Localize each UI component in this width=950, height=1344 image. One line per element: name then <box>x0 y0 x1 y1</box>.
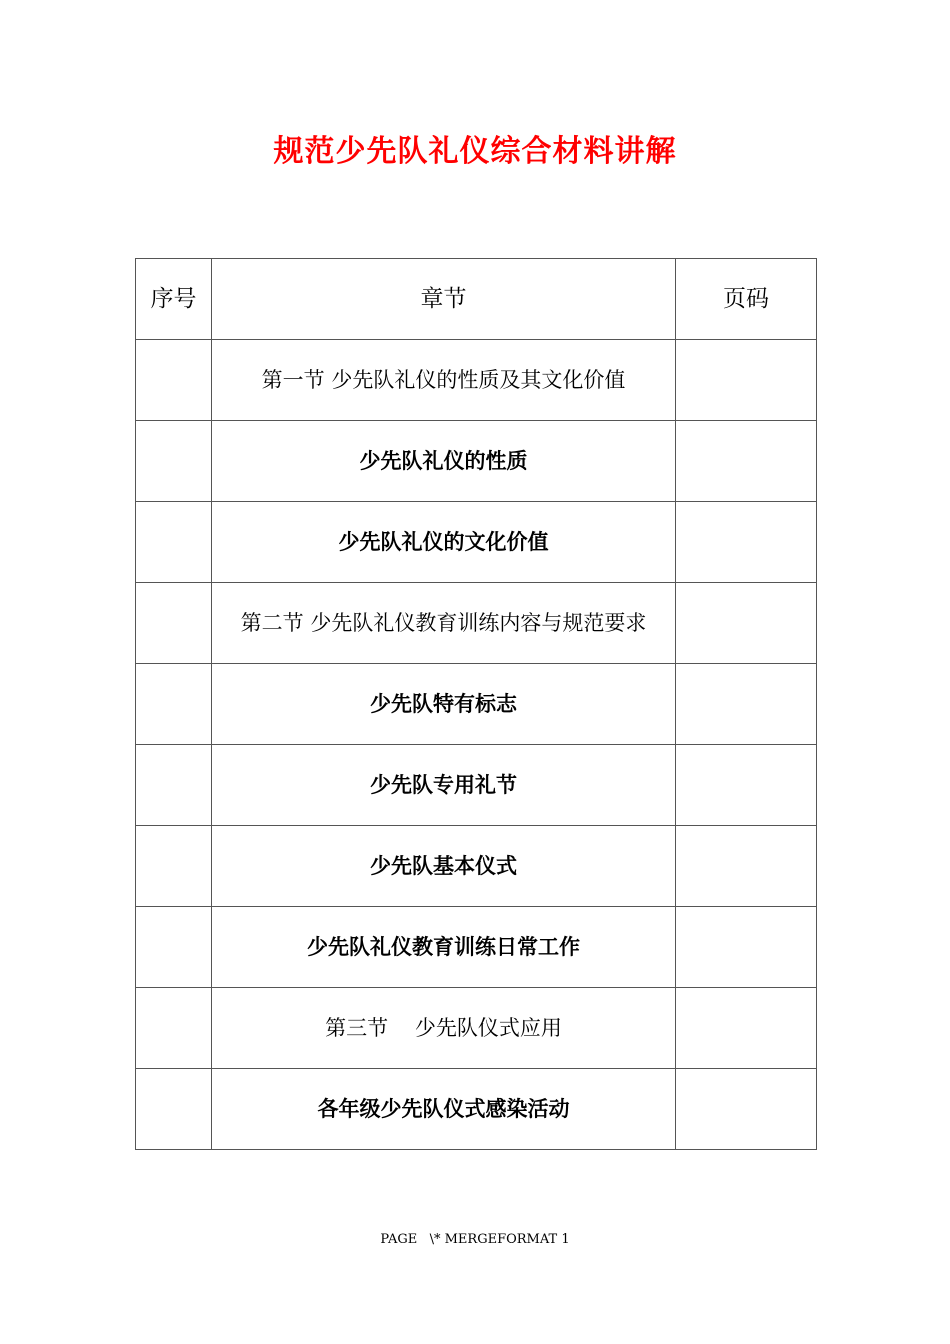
row-number <box>136 907 212 988</box>
row-page <box>676 421 817 502</box>
table-row <box>136 745 817 826</box>
table-row <box>136 502 817 583</box>
row-chapter: 第一节 少先队礼仪的性质及其文化价值 <box>212 340 676 421</box>
header-number: 序号 <box>136 259 212 340</box>
row-number <box>136 421 212 502</box>
table-of-contents <box>135 258 817 1150</box>
row-chapter: 少先队特有标志 <box>212 664 676 745</box>
header-page: 页码 <box>676 259 817 340</box>
row-page <box>676 664 817 745</box>
row-chapter: 少先队礼仪教育训练日常工作 <box>212 907 676 988</box>
row-number <box>136 988 212 1069</box>
row-number <box>136 1069 212 1150</box>
header-chapter: 章节 <box>212 259 676 340</box>
row-page <box>676 745 817 826</box>
table-row <box>136 340 817 421</box>
row-chapter: 第三节 少先队仪式应用 <box>212 988 676 1069</box>
table-row <box>136 583 817 664</box>
row-chapter: 少先队专用礼节 <box>212 745 676 826</box>
table-header-row <box>136 259 817 340</box>
row-number <box>136 583 212 664</box>
row-chapter: 各年级少先队仪式感染活动 <box>212 1069 676 1150</box>
row-page <box>676 340 817 421</box>
row-number <box>136 826 212 907</box>
row-chapter: 少先队礼仪的性质 <box>212 421 676 502</box>
table-row <box>136 664 817 745</box>
document-title: 规范少先队礼仪综合材料讲解 <box>273 134 677 169</box>
table-row <box>136 421 817 502</box>
row-chapter: 少先队基本仪式 <box>212 826 676 907</box>
row-number <box>136 664 212 745</box>
row-page <box>676 826 817 907</box>
page-footer-field: PAGE \* MERGEFORMAT 1 <box>380 1232 570 1247</box>
table-row <box>136 1069 817 1150</box>
table-row <box>136 826 817 907</box>
table-row <box>136 907 817 988</box>
row-page <box>676 502 817 583</box>
row-page <box>676 1069 817 1150</box>
row-page <box>676 907 817 988</box>
row-page <box>676 583 817 664</box>
row-number <box>136 745 212 826</box>
row-number <box>136 340 212 421</box>
row-chapter: 少先队礼仪的文化价值 <box>212 502 676 583</box>
table-row <box>136 988 817 1069</box>
row-number <box>136 502 212 583</box>
row-page <box>676 988 817 1069</box>
row-chapter: 第二节 少先队礼仪教育训练内容与规范要求 <box>212 583 676 664</box>
